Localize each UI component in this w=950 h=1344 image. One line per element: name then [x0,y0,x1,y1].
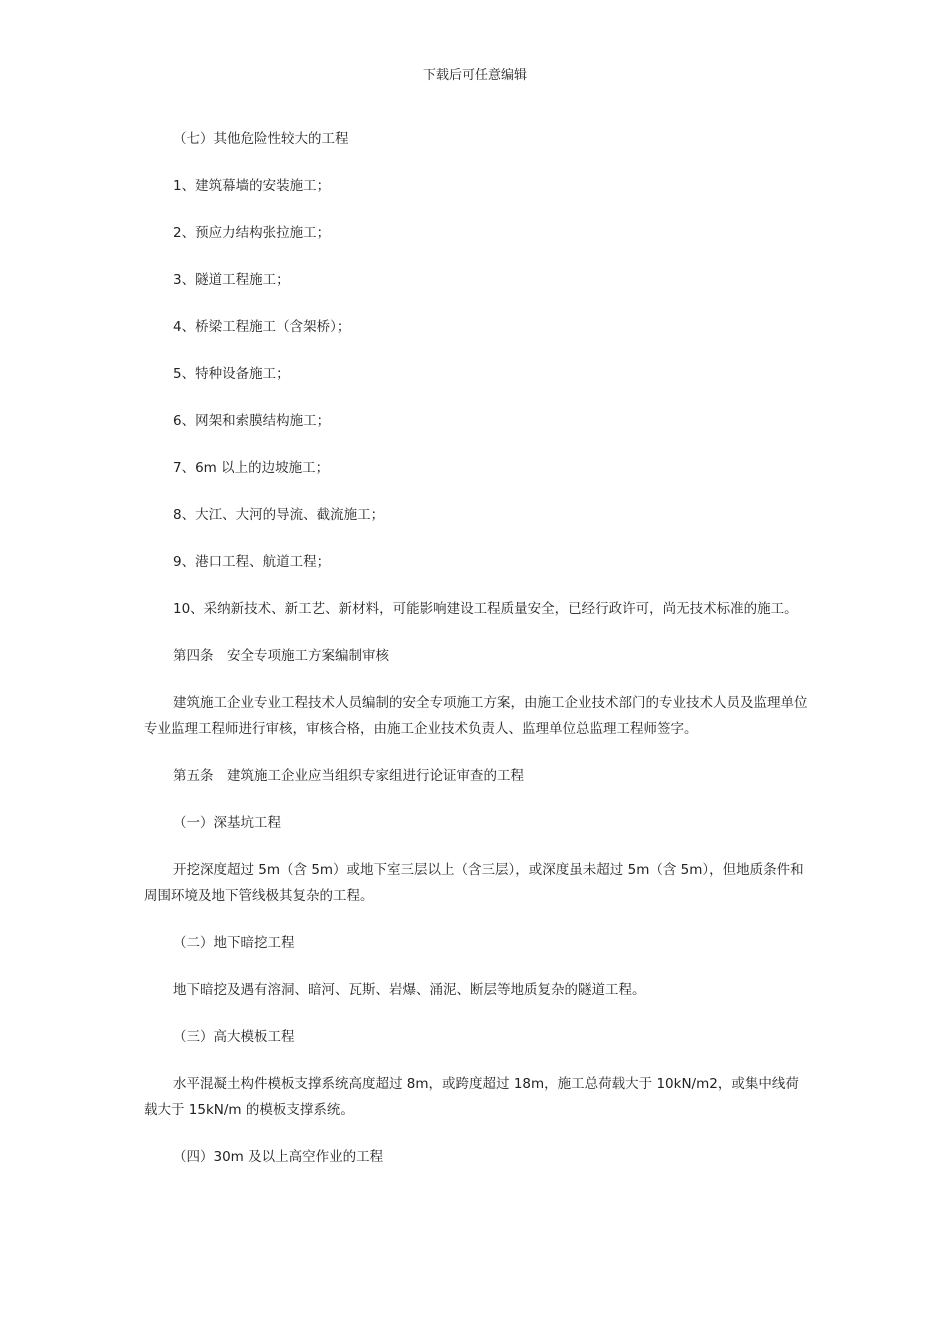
section-heading-deep-foundation-pit: （一）深基坑工程 [173,815,281,831]
list-item: 7、6m 以上的边坡施工； [173,460,330,476]
article-five-heading: 第五条 建筑施工企业应当组织专家组进行论证审查的工程 [173,768,524,784]
list-item: 8、大江、大河的导流、截流施工； [173,507,385,523]
list-item: 9、港口工程、航道工程； [173,554,331,570]
deep-foundation-pit-body: 开挖深度超过 5m（含 5m）或地下室三层以上（含三层），或深度虽未超过 5m（含 5m），但地质条件和周围环境及地下管线极其复杂的工程。 [144,862,804,904]
list-item: 2、预应力结构张拉施工； [173,225,331,241]
section-heading-high-altitude-work: （四）30m 及以上高空作业的工程 [173,1149,384,1165]
high-formwork-body: 水平混凝土构件模板支撑系统高度超过 8m，或跨度超过 18m，施工总荷载大于 10kN/m2，或集中线荷载大于 15kN/m 的模板支撑系统。 [144,1076,799,1118]
list-item: 4、桥梁工程施工（含架桥）； [173,319,351,335]
list-item: 1、建筑幕墙的安装施工； [173,178,331,194]
article-four-body: 建筑施工企业专业工程技术人员编制的安全专项施工方案，由施工企业技术部门的专业技术人员及监理单位专业监理工程师进行审核，审核合格，由施工企业技术负责人、监理单位总监理工程师签字。 [144,695,808,737]
page-header-note: 下载后可任意编辑 [422,68,527,83]
list-item: 3、隧道工程施工； [173,272,290,288]
underground-excavation-body: 地下暗挖及遇有溶洞、暗河、瓦斯、岩爆、涌泥、断层等地质复杂的隧道工程。 [173,982,646,998]
list-item: 6、网架和索膜结构施工； [173,413,331,429]
article-four-heading: 第四条 安全专项施工方案编制审核 [173,648,389,664]
list-item: 10、采纳新技术、新工艺、新材料，可能影响建设工程质量安全，已经行政许可，尚无技术标准的施工。 [173,601,798,617]
section-heading-high-formwork: （三）高大模板工程 [173,1029,295,1045]
document-body [144,126,808,1191]
list-item: 5、特种设备施工； [173,366,290,382]
section-heading-other-dangerous-works: （七）其他危险性较大的工程 [173,131,349,147]
section-heading-underground-excavation: （二）地下暗挖工程 [173,935,295,951]
